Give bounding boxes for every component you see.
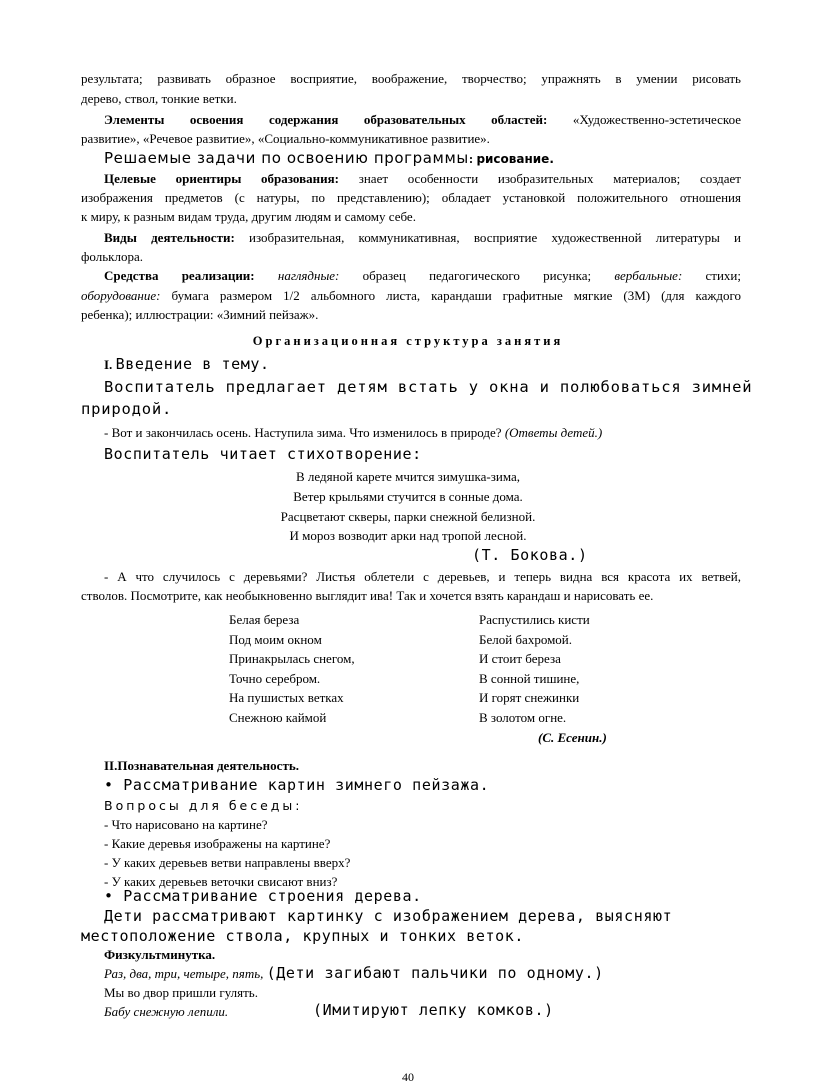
verse-action: (Дети загибают пальчики по одному.) bbox=[266, 964, 604, 982]
section-heading: Введение в тему. bbox=[115, 355, 270, 373]
paragraph-line bbox=[104, 170, 741, 188]
section-title: Организационная структура занятия bbox=[252, 334, 564, 348]
field-label: Средства реализации: bbox=[104, 268, 255, 283]
list-item: - Какие деревья изображены на картине? bbox=[104, 836, 331, 851]
tasks-text: Решаемые задачи по освоению программы bbox=[104, 149, 469, 167]
paragraph-line: результата; развивать образное восприятие, воображение, творчество; упражнять в умении рисовать bbox=[81, 71, 741, 86]
verse-line bbox=[104, 1003, 228, 1021]
verbal-label: вербальные: bbox=[614, 268, 683, 283]
question-line bbox=[104, 424, 602, 442]
poem-author: (Т. Бокова.) bbox=[472, 546, 588, 564]
paragraph-line: ребенка); иллюстрации: «Зимний пейзаж». bbox=[81, 307, 319, 322]
verse-text: Раз, два, три, четыре, пять, bbox=[104, 966, 264, 981]
visual-text: образец педагогического рисунка; bbox=[362, 268, 592, 283]
section-number: I. bbox=[104, 357, 113, 372]
field-label: Виды деятельности: bbox=[104, 230, 235, 245]
paragraph-line: местоположение ствола, крупных и тонких веток. bbox=[81, 927, 525, 945]
field-label: Элементы освоения содержания образовательных областей: bbox=[104, 112, 548, 127]
paragraph-line: природой. bbox=[81, 400, 173, 418]
poem-line: Принакрылась снегом, bbox=[229, 651, 355, 666]
paragraph-line: стволов. Посмотрите, как необыкновенно выглядит ива! Так и хочется взять карандаш и нарисовать ее. bbox=[81, 588, 654, 603]
paragraph-line: к миру, к разным видам труда, другим людям и самому себе. bbox=[81, 209, 416, 224]
paragraph-line: - А что случилось с деревьями? Листья облетели с деревьев, и теперь видна вся красота их ветвей, bbox=[104, 569, 741, 584]
intro-heading bbox=[104, 355, 270, 374]
poem-line: Белой бахромой. bbox=[479, 632, 572, 647]
poem-line: Распустились кисти bbox=[479, 612, 590, 627]
poem-line: Белая береза bbox=[229, 612, 300, 627]
paragraph-line: развитие», «Речевое развитие», «Социально-коммуникативное развитие». bbox=[81, 131, 490, 146]
verse-action: (Имитируют лепку комков.) bbox=[313, 1001, 554, 1019]
poem-line: Снежною каймой bbox=[229, 710, 327, 725]
tasks-colon: : bbox=[468, 151, 474, 166]
poem-line: И мороз возводит арки над тропой лесной. bbox=[289, 528, 527, 543]
list-item: - У каких деревьев веточки свисают вниз? bbox=[104, 874, 338, 889]
paragraph-line: изображения предметов (с натуры, по представлению); обладает установкой положительного отношения bbox=[81, 190, 741, 205]
bullet-line: • Рассматривание картин зимнего пейзажа. bbox=[104, 776, 490, 794]
field-label: Целевые ориентиры образования: bbox=[104, 171, 339, 186]
paragraph-line bbox=[104, 111, 741, 129]
tasks-value: рисование. bbox=[476, 152, 554, 166]
paragraph-line: Воспитатель предлагает детям встать у окна и полюбоваться зимней bbox=[104, 378, 753, 396]
poem-line: В сонной тишине, bbox=[479, 671, 580, 686]
poem-author: (С. Есенин.) bbox=[538, 730, 607, 745]
poem-line: На пушистых ветках bbox=[229, 690, 344, 705]
verse-line: Мы во двор пришли гулять. bbox=[104, 985, 258, 1000]
paragraph-line: фольклора. bbox=[81, 249, 143, 264]
paragraph-line bbox=[81, 287, 741, 305]
paragraph-line bbox=[104, 229, 741, 247]
verse-text: Бабу снежную лепили. bbox=[104, 1004, 229, 1019]
bullet-line: • Рассматривание строения дерева. bbox=[104, 887, 422, 905]
questions-label: Вопросы для беседы: bbox=[104, 798, 303, 813]
poem-line: И горят снежинки bbox=[479, 690, 580, 705]
paragraph-line: дерево, ствол, тонкие ветки. bbox=[81, 91, 237, 106]
poem-line: Расцветают скверы, парки снежной белизной. bbox=[280, 509, 536, 524]
list-item: - У каких деревьев ветви направлены вверх? bbox=[104, 855, 351, 870]
equip-text: бумага размером 1/2 альбомного листа, карандаши графитные мягкие (3М) (для каждого bbox=[171, 288, 742, 303]
section-heading: II.Познавательная деятельность. bbox=[104, 758, 299, 773]
poem-line: Ветер крыльями стучится в сонные дома. bbox=[293, 489, 523, 504]
question-text: - Вот и закончилась осень. Наступила зима. Что изменилось в природе? bbox=[104, 425, 502, 440]
visual-label: наглядные: bbox=[277, 268, 340, 283]
equip-label: оборудование: bbox=[81, 288, 161, 303]
section-heading: Физкультминутка. bbox=[104, 947, 216, 962]
tasks-line bbox=[104, 149, 554, 168]
verse-line bbox=[104, 964, 604, 983]
poem-line: Точно серебром. bbox=[229, 671, 321, 686]
field-value: «Художественно-эстетическое bbox=[572, 112, 741, 127]
poem-line: Под моим окном bbox=[229, 632, 322, 647]
paragraph-line bbox=[104, 267, 741, 285]
poem-line: И стоит береза bbox=[479, 651, 561, 666]
page-number: 40 bbox=[402, 1070, 414, 1084]
list-item: - Что нарисовано на картине? bbox=[104, 817, 268, 832]
paragraph-line: Воспитатель читает стихотворение: bbox=[104, 445, 422, 463]
poem-line: В золотом огне. bbox=[479, 710, 567, 725]
poem-line: В ледяной карете мчится зимушка-зима, bbox=[296, 469, 520, 484]
field-value: знает особенности изобразительных материалов; создает bbox=[358, 171, 741, 186]
field-value: изобразительная, коммуникативная, восприятие художественной литературы и bbox=[249, 230, 742, 245]
paragraph-line: Дети рассматривают картинку с изображением дерева, выясняют bbox=[104, 907, 673, 925]
verbal-text: стихи; bbox=[705, 268, 741, 283]
question-answer: (Ответы детей.) bbox=[504, 425, 603, 440]
